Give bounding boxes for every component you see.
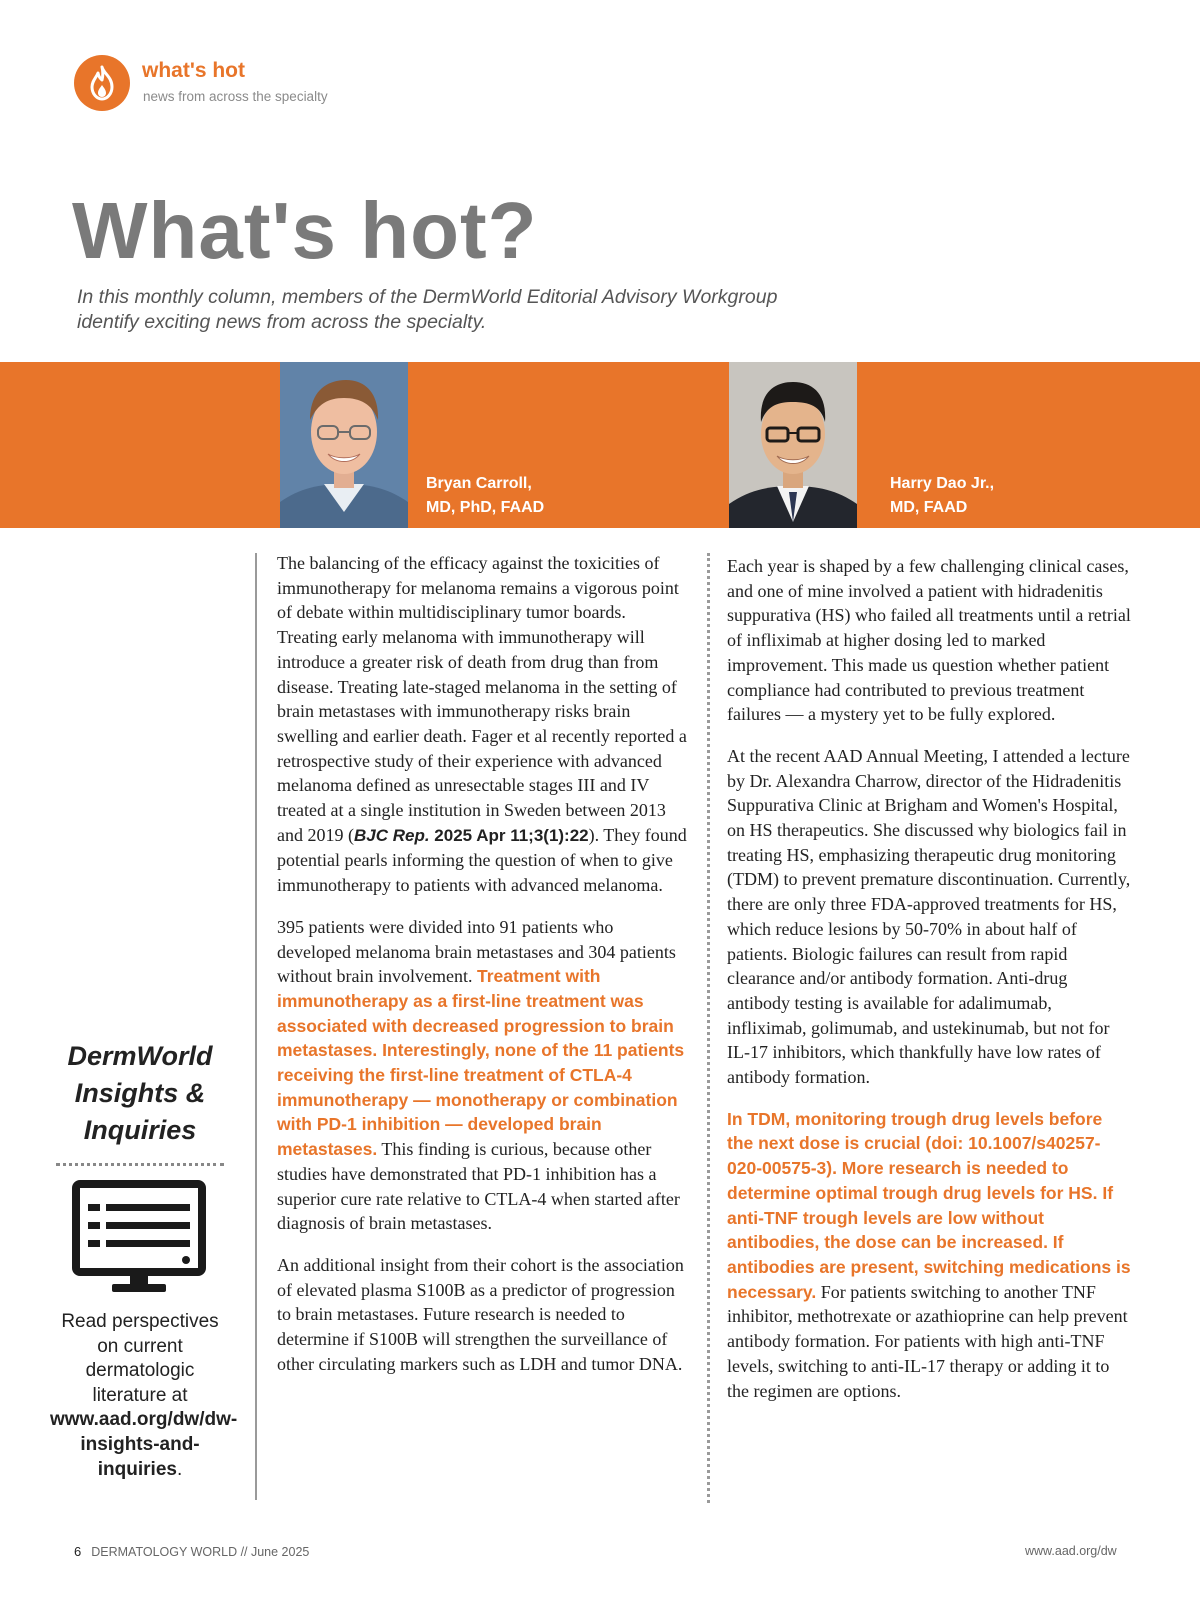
intro-text: In this monthly column, members of the DermWorld Editorial Advisory Workgroup identify exciting news from across the specialty.: [77, 286, 778, 333]
paragraph: An additional insight from their cohort is the association of elevated plasma S100B as a predictor of progression to brain metastases. Future research is needed to determine if S100B will strengthen the surveillance of other circulating markers such as LDH and tumor DNA.: [277, 1254, 684, 1374]
paragraph: 395 patients were divided into 91 patients who developed melanoma brain metastases and 304 patients without brain involvement. Treatment with immunotherapy as a first-line treatment was associated with decreased progression to brain metastases. Interestingly, none of the 11 patients receiving the first-line treatment of CTLA-4 immunotherapy — monotherapy or combination with PD-1 inhibition — developed brain metastases. This finding is curious, because other studies have demonstrated that PD-1 inhibition has a superior cure rate relative to CTLA-4 when started after diagnosis of brain metastases.: [277, 916, 685, 1234]
footer-url[interactable]: www.aad.org/dw: [1025, 1544, 1117, 1558]
author-photo-dao: [729, 362, 857, 528]
paragraph: In TDM, monitoring trough drug levels before the next dose is crucial (doi: 10.1007/s40257-020-00575-3). More research is needed to determine optimal trough drug levels for HS. If anti-TNF trough levels are low without antibodies, the dose can be increased. If antibodies are present, switching medications is necessary. For patients switching to another TNF inhibitor, methotrexate or azathioprine can help prevent antibody formation. For patients with high anti-TNF levels, switching to anti-IL-17 therapy or adding it to the regimen are options.: [727, 1108, 1131, 1401]
paragraph: At the recent AAD Annual Meeting, I attended a lecture by Dr. Alexandra Charrow, director of the Hidradenitis Suppurativa Clinic at Brigham and Women's Hospital, on HS therapeutics. She discussed why biologics fail in treating HS, emphasizing therapeutic drug monitoring (TDM) to prevent premature discontinuation. Currently, there are only three FDA-approved treatments for HS, which reduce lesions by 50-70% in about half of patients. Biologic failures can result from rapid clearance and/or antibody formation. Anti-drug antibody testing is available for adalimumab, infliximab, golimumab, and ustekinumab, but not for IL-17 inhibitors, which thankfully have low rates of antibody formation.: [727, 745, 1131, 1088]
left-article-column: [277, 551, 687, 1394]
sidebar-text: [50, 1310, 238, 1482]
monitor-icon: [72, 1180, 206, 1299]
section-subtitle: news from across the specialty: [143, 89, 328, 104]
left-column-rule: [255, 553, 257, 1500]
sidebar-title: DermWorld Insights & Inquiries: [67, 1041, 213, 1145]
right-article-column: [727, 554, 1132, 1420]
highlight-text: Treatment with immunotherapy as a first-line treatment was associated with decreased progression to brain metastases. Interestingly, none of the 11 patients receiving the first-line treatment of CTLA-4 immunotherapy — monotherapy or combination with PD-1 inhibition — developed brain metastases.: [277, 966, 685, 1160]
flame-icon: [86, 65, 118, 101]
footer-publication: [74, 1544, 309, 1559]
publication-name: DERMATOLOGY WORLD // June 2025: [91, 1545, 310, 1559]
author-band: [0, 362, 1200, 528]
page-title: What's hot?: [72, 186, 538, 275]
center-dotted-rule: [707, 553, 710, 1503]
sidebar-link[interactable]: www.aad.org/dw/dw-insights-and-inquiries.: [50, 1409, 238, 1480]
highlight-text: In TDM, monitoring trough drug levels before the next dose is crucial (doi: 10.1007/s40257-020-00575-3). More research is needed to determine optimal trough drug levels for HS. If anti-TNF trough levels are low without antibodies, the dose can be increased. If antibodies are present, switching medications is necessary.: [727, 1108, 1131, 1302]
author-credentials: MD, FAAD: [890, 499, 968, 516]
author-credentials: MD, PhD, FAAD: [426, 499, 545, 516]
section-title: what's hot: [142, 59, 245, 82]
paragraph: Each year is shaped by a few challenging clinical cases, and one of mine involved a patient with hidradenitis suppurativa (HS) who failed all treatments until a retrial of infliximab at higher dosing led to marked improvement. This made us question whether patient compliance had contributed to previous treatment failures — a mystery yet to be fully explored.: [727, 556, 1131, 725]
author-name: Bryan Carroll,: [426, 475, 532, 492]
citation: BJC Rep. 2025 Apr 11;3(1):22: [353, 825, 589, 845]
author-photo-carroll: [280, 362, 408, 528]
page-number: 6: [74, 1544, 82, 1559]
sidebar-description: Read perspectives on current dermatologic literature at: [61, 1311, 219, 1406]
flame-badge: [74, 55, 130, 111]
author-caption-carroll: [426, 472, 544, 520]
author-caption-dao: [890, 472, 994, 520]
author-name: Harry Dao Jr.,: [890, 475, 995, 492]
paragraph: The balancing of the efficacy against the toxicities of immunotherapy for melanoma remains a vigorous point of debate within multidisciplinary tumor boards. Treating early melanoma with immunotherapy will introduce a greater risk of death from drug than from disease. Treating late-staged melanoma in the setting of brain metastases with immunotherapy risks brain swelling and earlier death. Fager et al recently reported a retrospective study of their experience with advanced melanoma defined as unresectable stages III and IV treated at a single institution in Sweden between 2013 and 2019 (BJC Rep. 2025 Apr 11;3(1):22). They found potential pearls informing the question of when to give immunotherapy to patients with advanced melanoma.: [277, 553, 687, 896]
sidebar-divider: [56, 1163, 224, 1166]
